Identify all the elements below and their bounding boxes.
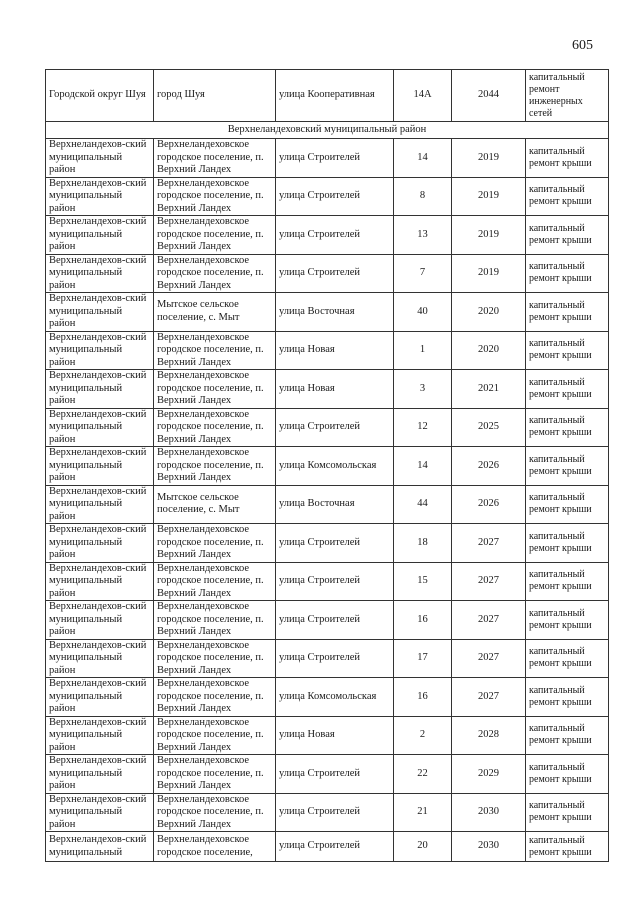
municipality-cell: Верхнеландехов-ский муниципальный район (46, 139, 154, 178)
work-type-cell: капитальный ремонт крыши (526, 408, 609, 447)
street-cell: улица Строителей (276, 639, 394, 678)
work-type-cell: капитальный ремонт крыши (526, 331, 609, 370)
street-cell: улица Строителей (276, 524, 394, 563)
table-row (46, 408, 609, 447)
year-cell: 2026 (452, 485, 526, 524)
work-type-cell: капитальный ремонт крыши (526, 755, 609, 794)
year-cell: 2019 (452, 216, 526, 255)
work-type-cell: капитальный ремонт крыши (526, 562, 609, 601)
work-type-cell: капитальный ремонт крыши (526, 524, 609, 563)
year-cell: 2030 (452, 793, 526, 832)
year-cell: 2027 (452, 601, 526, 640)
municipality-cell: Верхнеландехов-ский муниципальный район (46, 485, 154, 524)
work-type-cell: капитальный ремонт крыши (526, 639, 609, 678)
table-row (46, 216, 609, 255)
year-cell: 2026 (452, 447, 526, 486)
house-number-cell: 14 (394, 447, 452, 486)
settlement-cell: Верхнеландеховское городское поселение, п. Верхний Ландех (154, 793, 276, 832)
house-number-cell: 2 (394, 716, 452, 755)
work-type-cell: капитальный ремонт крыши (526, 716, 609, 755)
house-number-cell: 7 (394, 254, 452, 293)
municipality-cell: Верхнеландехов-ский муниципальный район (46, 216, 154, 255)
street-cell: улица Строителей (276, 254, 394, 293)
house-number-cell: 13 (394, 216, 452, 255)
municipality-cell: Верхнеландехов-ский муниципальный район (46, 793, 154, 832)
municipality-cell: Верхнеландехов-ский муниципальный район (46, 562, 154, 601)
street-cell: улица Новая (276, 370, 394, 409)
settlement-cell: Верхнеландеховское городское поселение, (154, 832, 276, 862)
municipality-cell: Верхнеландехов-ский муниципальный район (46, 678, 154, 717)
house-number-cell: 40 (394, 293, 452, 332)
work-type-cell: капитальный ремонт крыши (526, 254, 609, 293)
table-row (46, 485, 609, 524)
table-row (46, 562, 609, 601)
street-cell: улица Восточная (276, 293, 394, 332)
house-number-cell: 22 (394, 755, 452, 794)
house-number-cell: 12 (394, 408, 452, 447)
work-type-cell: капитальный ремонт крыши (526, 177, 609, 216)
house-number-cell: 44 (394, 485, 452, 524)
house-number-cell: 16 (394, 678, 452, 717)
work-type-cell: капитальный ремонт крыши (526, 370, 609, 409)
municipality-cell: Верхнеландехов-ский муниципальный район (46, 716, 154, 755)
municipality-cell: Городской округ Шуя (46, 70, 154, 122)
street-cell: улица Строителей (276, 832, 394, 862)
year-cell: 2027 (452, 524, 526, 563)
year-cell: 2030 (452, 832, 526, 862)
section-title: Верхнеландеховский муниципальный район (46, 122, 609, 139)
work-type-cell: капитальный ремонт крыши (526, 216, 609, 255)
street-cell: улица Строителей (276, 216, 394, 255)
street-cell: улица Строителей (276, 177, 394, 216)
street-cell: улица Строителей (276, 601, 394, 640)
house-number-cell: 17 (394, 639, 452, 678)
table-row (46, 293, 609, 332)
table-row (46, 177, 609, 216)
page-number: 605 (572, 38, 593, 53)
house-number-cell: 18 (394, 524, 452, 563)
settlement-cell: Верхнеландеховское городское поселение, п. Верхний Ландех (154, 447, 276, 486)
municipality-cell: Верхнеландехов-ский муниципальный район (46, 639, 154, 678)
street-cell: улица Строителей (276, 755, 394, 794)
settlement-cell: Верхнеландеховское городское поселение, п. Верхний Ландех (154, 639, 276, 678)
street-cell: улица Строителей (276, 408, 394, 447)
house-number-cell: 20 (394, 832, 452, 862)
street-cell: улица Комсомольская (276, 447, 394, 486)
year-cell: 2027 (452, 678, 526, 717)
house-number-cell: 3 (394, 370, 452, 409)
house-number-cell: 14 (394, 139, 452, 178)
work-type-cell: капитальный ремонт крыши (526, 139, 609, 178)
settlement-cell: Верхнеландеховское городское поселение, п. Верхний Ландех (154, 755, 276, 794)
table-row (46, 832, 609, 862)
year-cell: 2029 (452, 755, 526, 794)
house-number-cell: 15 (394, 562, 452, 601)
municipality-cell: Верхнеландехов-ский муниципальный район (46, 601, 154, 640)
year-cell: 2019 (452, 254, 526, 293)
table-row (46, 639, 609, 678)
work-type-cell: капитальный ремонт крыши (526, 485, 609, 524)
table-row (46, 331, 609, 370)
year-cell: 2019 (452, 139, 526, 178)
year-cell: 2021 (452, 370, 526, 409)
settlement-cell: Мытское сельское поселение, с. Мыт (154, 293, 276, 332)
municipality-cell: Верхнеландехов-ский муниципальный район (46, 755, 154, 794)
work-type-cell: капитальный ремонт крыши (526, 447, 609, 486)
table-row (46, 70, 609, 122)
settlement-cell: Верхнеландеховское городское поселение, п. Верхний Ландех (154, 408, 276, 447)
street-cell: улица Новая (276, 331, 394, 370)
work-type-cell: капитальный ремонт крыши (526, 293, 609, 332)
table-row (46, 254, 609, 293)
table-row (46, 793, 609, 832)
settlement-cell: Верхнеландеховское городское поселение, п. Верхний Ландех (154, 562, 276, 601)
settlement-cell: Верхнеландеховское городское поселение, п. Верхний Ландех (154, 678, 276, 717)
municipality-cell: Верхнеландехов-ский муниципальный район (46, 254, 154, 293)
house-number-cell: 14А (394, 70, 452, 122)
year-cell: 2027 (452, 562, 526, 601)
municipality-cell: Верхнеландехов-ский муниципальный район (46, 177, 154, 216)
house-number-cell: 21 (394, 793, 452, 832)
work-type-cell: капитальный ремонт крыши (526, 832, 609, 862)
settlement-cell: Верхнеландеховское городское поселение, п. Верхний Ландех (154, 716, 276, 755)
street-cell: улица Восточная (276, 485, 394, 524)
work-type-cell: капитальный ремонт крыши (526, 678, 609, 717)
street-cell: улица Строителей (276, 562, 394, 601)
municipality-cell: Верхнеландехов-ский муниципальный район (46, 447, 154, 486)
street-cell: улица Новая (276, 716, 394, 755)
municipality-cell: Верхнеландехов-ский муниципальный район (46, 331, 154, 370)
settlement-cell: Верхнеландеховское городское поселение, п. Верхний Ландех (154, 331, 276, 370)
table-row (46, 678, 609, 717)
settlement-cell: Мытское сельское поселение, с. Мыт (154, 485, 276, 524)
municipality-cell: Верхнеландехов-ский муниципальный (46, 832, 154, 862)
municipality-cell: Верхнеландехов-ский муниципальный район (46, 293, 154, 332)
municipality-cell: Верхнеландехов-ский муниципальный район (46, 524, 154, 563)
settlement-cell: Верхнеландеховское городское поселение, п. Верхний Ландех (154, 216, 276, 255)
municipality-cell: Верхнеландехов-ский муниципальный район (46, 408, 154, 447)
year-cell: 2025 (452, 408, 526, 447)
year-cell: 2019 (452, 177, 526, 216)
repair-schedule-table (45, 69, 609, 862)
street-cell: улица Комсомольская (276, 678, 394, 717)
settlement-cell: Верхнеландеховское городское поселение, п. Верхний Ландех (154, 139, 276, 178)
settlement-cell: город Шуя (154, 70, 276, 122)
street-cell: улица Строителей (276, 793, 394, 832)
settlement-cell: Верхнеландеховское городское поселение, п. Верхний Ландех (154, 601, 276, 640)
work-type-cell: капитальный ремонт инженерных сетей (526, 70, 609, 122)
street-cell: улица Строителей (276, 139, 394, 178)
house-number-cell: 16 (394, 601, 452, 640)
year-cell: 2027 (452, 639, 526, 678)
settlement-cell: Верхнеландеховское городское поселение, п. Верхний Ландех (154, 524, 276, 563)
table-row (46, 755, 609, 794)
settlement-cell: Верхнеландеховское городское поселение, п. Верхний Ландех (154, 370, 276, 409)
table-row (46, 524, 609, 563)
year-cell: 2020 (452, 331, 526, 370)
settlement-cell: Верхнеландеховское городское поселение, п. Верхний Ландех (154, 254, 276, 293)
table-row (46, 716, 609, 755)
table-row (46, 447, 609, 486)
table-row (46, 370, 609, 409)
year-cell: 2044 (452, 70, 526, 122)
municipality-cell: Верхнеландехов-ский муниципальный район (46, 370, 154, 409)
house-number-cell: 1 (394, 331, 452, 370)
settlement-cell: Верхнеландеховское городское поселение, п. Верхний Ландех (154, 177, 276, 216)
year-cell: 2028 (452, 716, 526, 755)
table-row (46, 601, 609, 640)
street-cell: улица Кооперативная (276, 70, 394, 122)
section-header-row (46, 122, 609, 139)
work-type-cell: капитальный ремонт крыши (526, 793, 609, 832)
work-type-cell: капитальный ремонт крыши (526, 601, 609, 640)
table-row (46, 139, 609, 178)
year-cell: 2020 (452, 293, 526, 332)
house-number-cell: 8 (394, 177, 452, 216)
